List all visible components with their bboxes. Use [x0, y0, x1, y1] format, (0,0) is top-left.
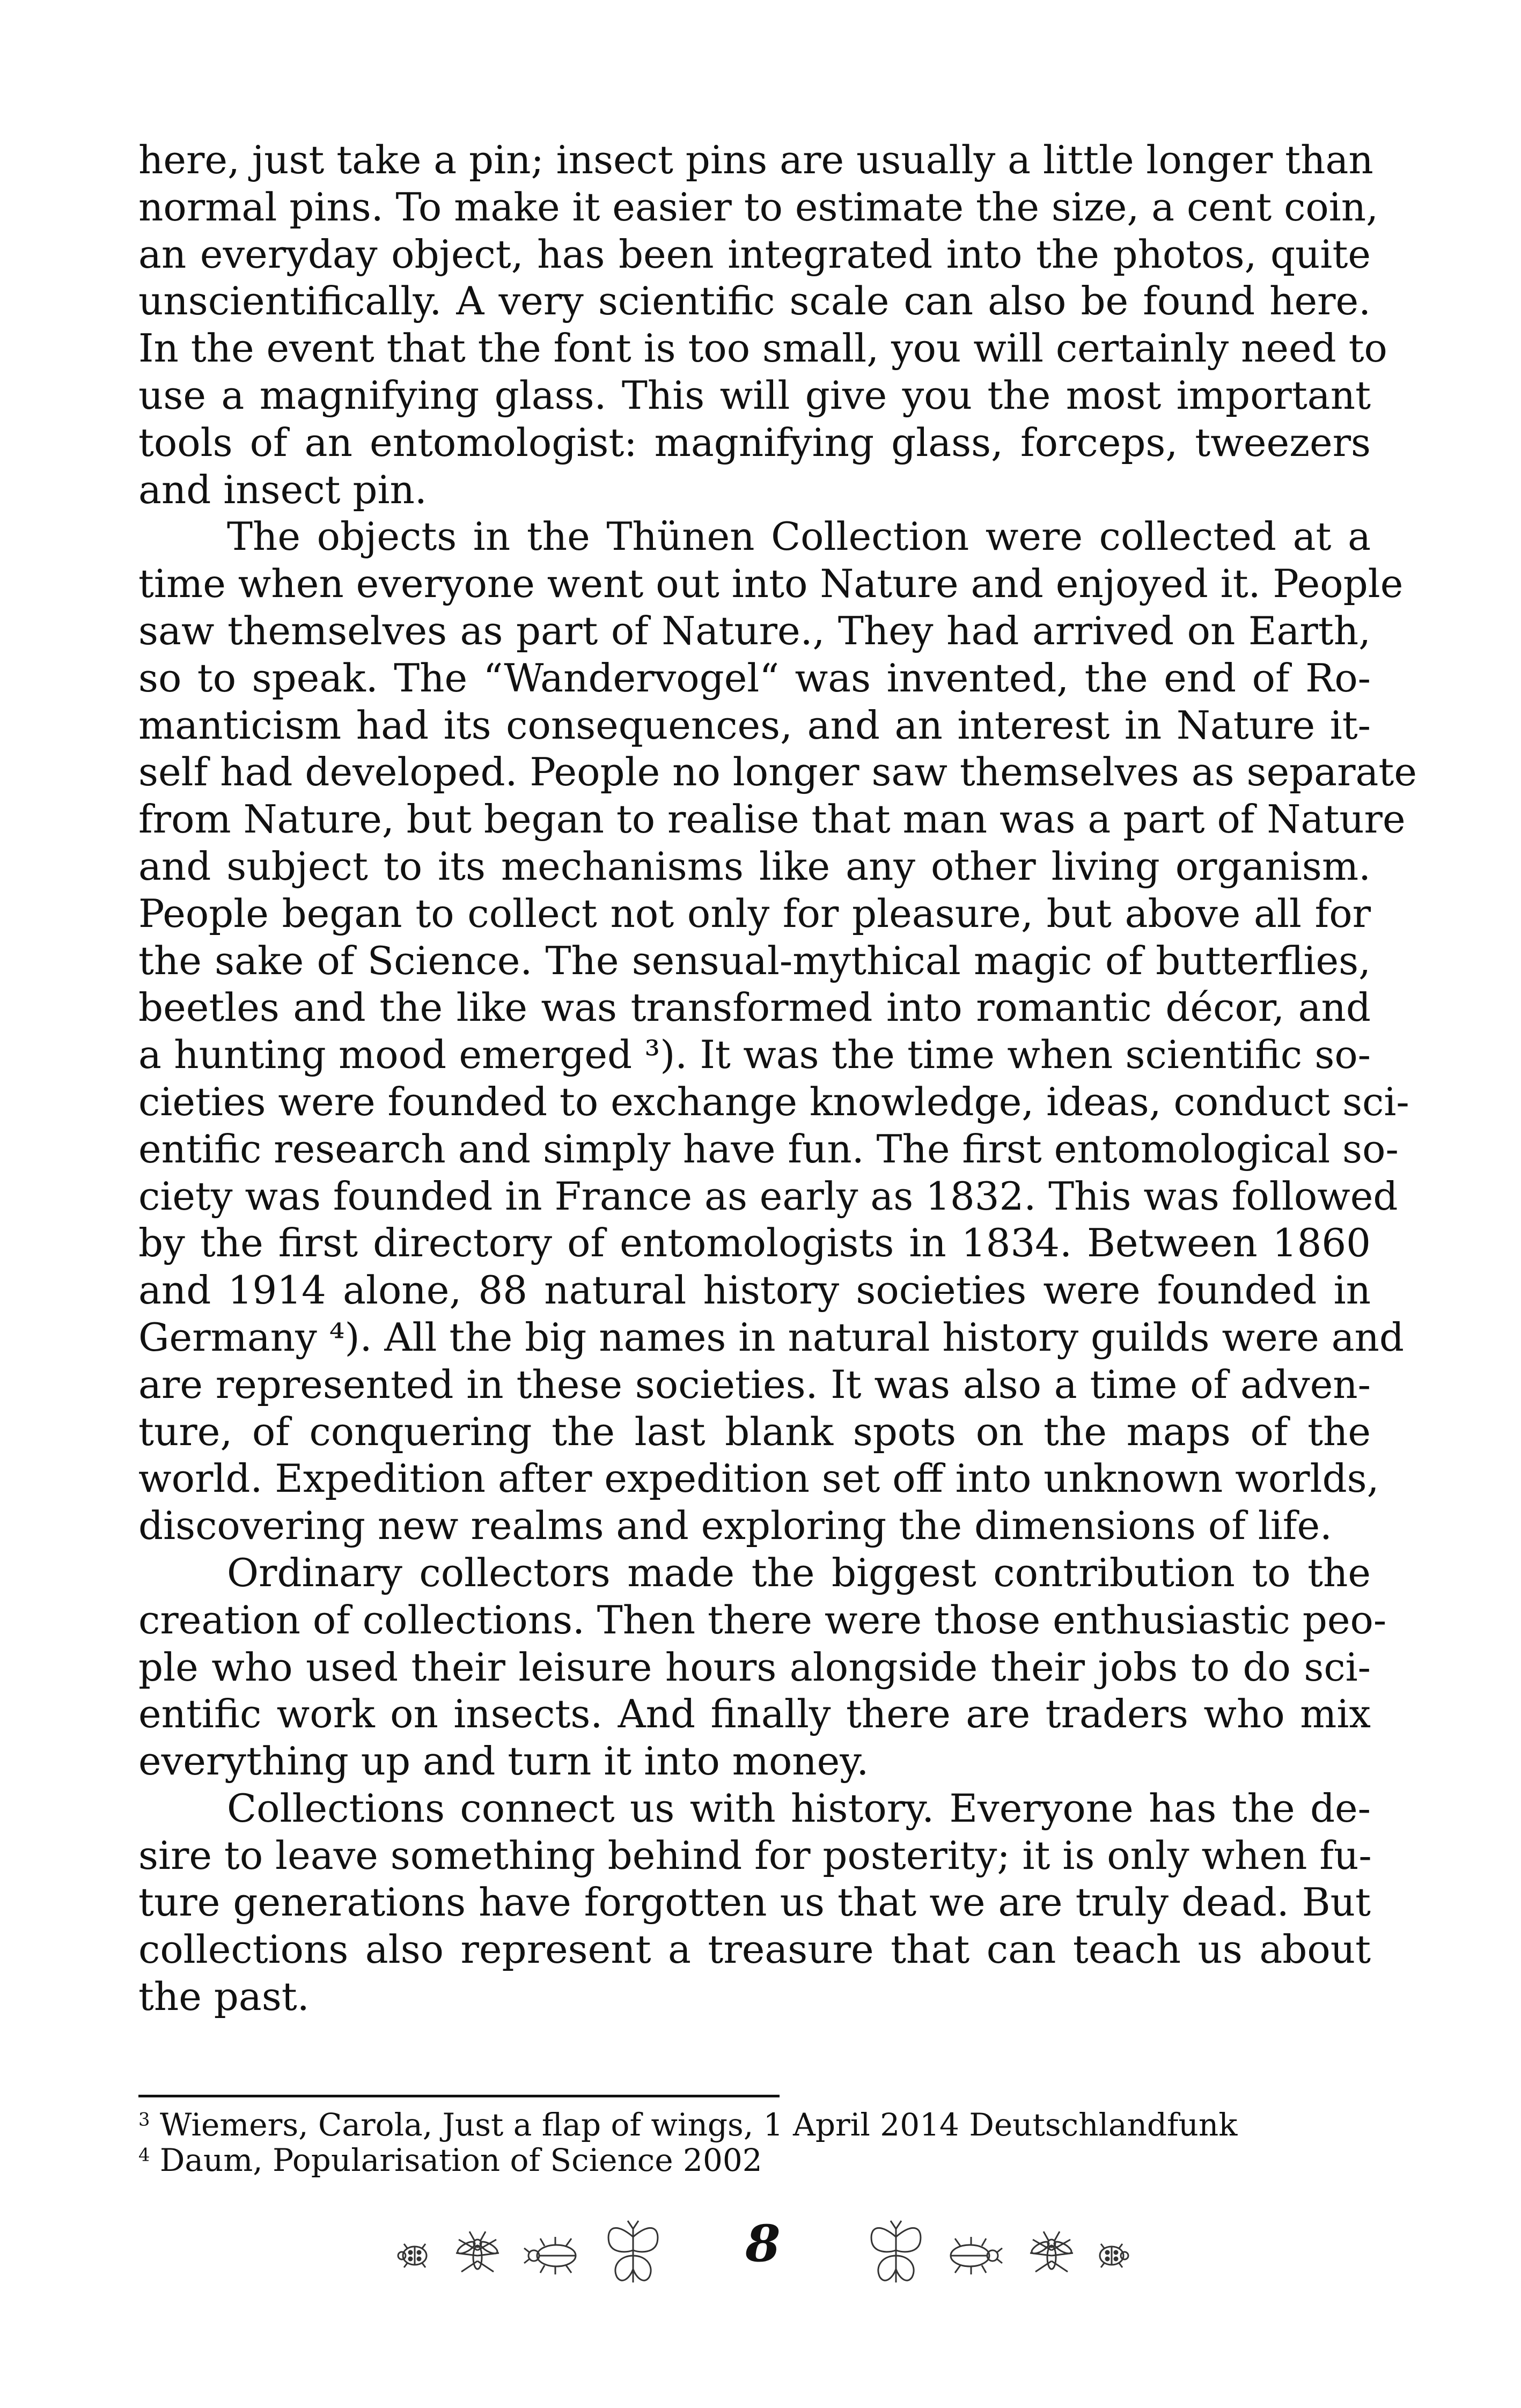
text-line: Germany ⁴). All the big names in natural history guilds were and — [138, 1314, 1404, 1360]
text-line: sire to leave something behind for posterity; it is only when fu- — [138, 1832, 1372, 1878]
text-line: the sake of Science. The sensual-mythical magic of butterflies, — [138, 938, 1371, 983]
text-line: by the first directory of entomologists in 1834. Between 1860 — [138, 1220, 1371, 1266]
text-line: the past. — [138, 1974, 310, 2020]
butterfly-icon — [866, 2218, 925, 2291]
footnote-text: Daum, Popularisation of Science 2002 — [159, 2142, 762, 2178]
text-line: self had developed. People no longer saw themselves as separate — [138, 749, 1417, 795]
text-line: are represented in these societies. It was also a time of adven- — [138, 1361, 1371, 1407]
text-line: and insect pin. — [138, 467, 427, 512]
text-line: entific research and simply have fun. The first entomological so- — [138, 1126, 1399, 1172]
text-line: use a magnifying glass. This will give you the most important — [138, 372, 1371, 418]
text-line: ture generations have forgotten us that we are truly dead. But — [138, 1880, 1371, 1925]
paragraph-2 — [138, 513, 1417, 1550]
text-line: ture, of conquering the last blank spots on the maps of the — [138, 1409, 1371, 1454]
footnote-divider — [138, 2095, 780, 2097]
text-line: ciety was founded in France as early as 1832. This was followed — [138, 1173, 1398, 1219]
footnote-marker: 4 — [138, 2144, 150, 2166]
paragraph-4 — [138, 1785, 1371, 2021]
text-line: world. Expedition after expedition set off into unknown worlds, — [138, 1456, 1379, 1501]
text-line: The objects in the Thünen Collection were collected at a — [227, 514, 1371, 559]
text-line: creation of collections. Then there were those enthusiastic peo- — [138, 1597, 1387, 1643]
footnotes — [138, 2107, 1371, 2178]
text-line: manticism had its consequences, and an interest in Nature it- — [138, 702, 1371, 748]
footnote-text: Wiemers, Carola, Just a flap of wings, 1 April 2014 Deutschlandfunk — [159, 2107, 1238, 2143]
text-line: Collections connect us with history. Everyone has the de- — [227, 1785, 1371, 1831]
text-line: and 1914 alone, 88 natural history societies were founded in — [138, 1268, 1371, 1313]
text-line: discovering new realms and exploring the dimensions of life. — [138, 1503, 1332, 1549]
butterfly-icon — [604, 2218, 663, 2291]
text-line: time when everyone went out into Nature and enjoyed it. People — [138, 561, 1404, 607]
paragraph-3 — [138, 1550, 1387, 1785]
ladybug-icon — [1094, 2240, 1132, 2272]
text-line: here, just take a pin; insect pins are usually a little longer than — [138, 137, 1373, 182]
footnote-marker: 3 — [138, 2109, 150, 2130]
page-number: 8 — [745, 2214, 781, 2273]
fly-icon — [448, 2226, 507, 2285]
text-line: and subject to its mechanisms like any other living organism. — [138, 843, 1371, 889]
text-line: People began to collect not only for pleasure, but above all for — [138, 890, 1371, 936]
ladybug-icon — [394, 2240, 432, 2272]
beetle-icon — [942, 2234, 1003, 2277]
paragraph-1 — [138, 137, 1387, 513]
text-line: unscientifically. A very scientific scale can also be found here. — [138, 278, 1371, 324]
fly-icon — [1022, 2226, 1081, 2285]
text-line: tools of an entomologist: magnifying glass, forceps, tweezers — [138, 419, 1371, 465]
text-line: so to speak. The “Wandervogel“ was invented, the end of Ro- — [138, 655, 1371, 701]
text-line: In the event that the font is too small, you will certainly need to — [138, 326, 1387, 371]
text-line: ple who used their leisure hours alongside their jobs to do sci- — [138, 1644, 1371, 1690]
text-line: cieties were founded to exchange knowledge, ideas, conduct sci- — [138, 1079, 1409, 1124]
text-line: saw themselves as part of Nature., They had arrived on Earth, — [138, 608, 1371, 653]
text-line: entific work on insects. And finally there are traders who mix — [138, 1691, 1371, 1737]
text-line: everything up and turn it into money. — [138, 1739, 869, 1784]
body-text — [138, 137, 1417, 2021]
text-line: Ordinary collectors made the biggest contribution to the — [227, 1550, 1371, 1595]
footnote-4 — [138, 2142, 1371, 2178]
page-footer — [0, 2210, 1521, 2296]
text-line: from Nature, but began to realise that man was a part of Nature — [138, 797, 1406, 842]
footnote-3 — [138, 2107, 1371, 2142]
text-line: beetles and the like was transformed into romantic décor, and — [138, 985, 1371, 1030]
text-line: an everyday object, has been integrated into the photos, quite — [138, 231, 1371, 277]
beetle-icon — [523, 2234, 585, 2277]
text-line: collections also represent a treasure that can teach us about — [138, 1927, 1371, 1972]
text-line: a hunting mood emerged ³). It was the time when scientific so- — [138, 1032, 1371, 1078]
text-line: normal pins. To make it easier to estimate the size, a cent coin, — [138, 184, 1379, 230]
